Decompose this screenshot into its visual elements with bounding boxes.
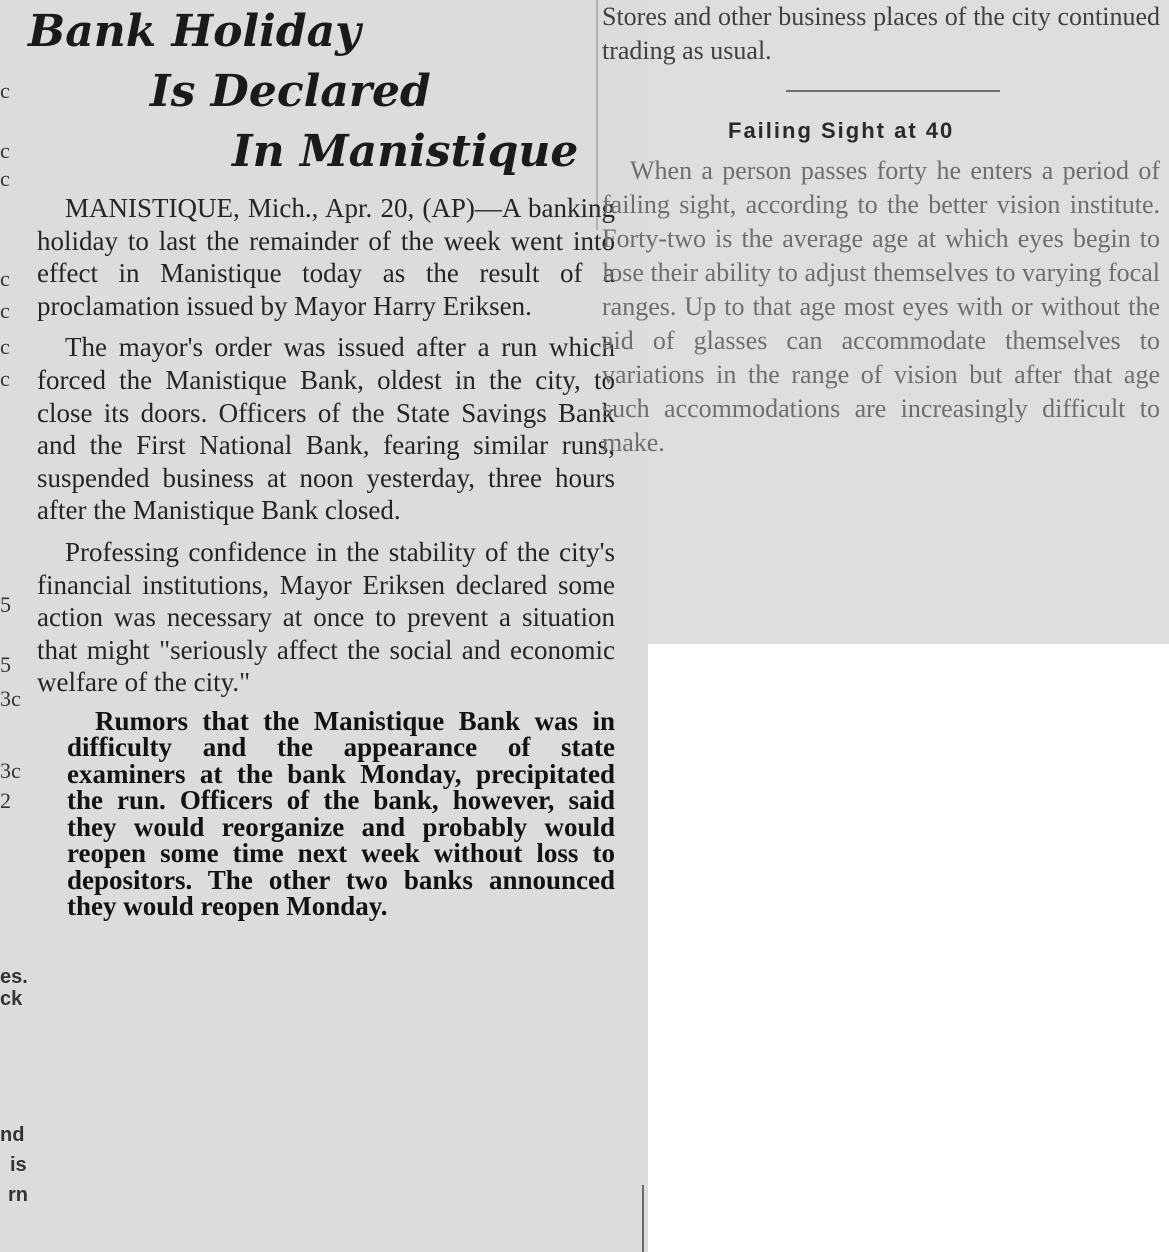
margin-fragment: c [0, 298, 10, 323]
margin-fragment: 3c [0, 686, 21, 711]
article-paragraph: Professing confidence in the stability of the city's financial institutions, Mayor Eriksen declared some action was necessary at once to prevent a situation that might "seriously affect the social and economic welfare of the city." [37, 536, 615, 698]
margin-fragment: 3c [0, 758, 21, 783]
column-edge-rule [642, 1185, 644, 1252]
margin-fragment: c [0, 78, 10, 103]
margin-fragment: c [0, 166, 10, 191]
margin-fragment: rn [8, 1184, 28, 1206]
separator-rule [786, 90, 1000, 92]
margin-fragment: 5 [0, 652, 11, 677]
continued-paragraph: Stores and other business places of the city continued trading as usual. [602, 2, 1160, 65]
headline-line: Is Declared [150, 66, 431, 117]
margin-fragment: c [0, 138, 10, 163]
item-paragraph: When a person passes forty he enters a period of failing sight, according to the better vision institute. Forty-two is the average age at which eyes begin to lose their ability to adjust themselves to varying focal ranges. Up to that age most eyes with or without the aid of glasses can accommodate themselves to variations in the range of vision but after that age such accommodations are increasingly difficult to make. [602, 156, 1160, 457]
headline-line: Bank Holiday [28, 6, 361, 57]
article-paragraph: MANISTIQUE, Mich., Apr. 20, (AP)—A banking holiday to last the remainder of the week went into effect in Manistique today as the result of a proclamation issued by Mayor Harry Eriksen. [37, 193, 615, 321]
margin-fragment: nd [0, 1124, 25, 1146]
margin-fragment: c [0, 366, 10, 391]
headline-line: In Manistique [232, 126, 579, 177]
margin-fragment: es. [0, 966, 28, 988]
margin-fragment: ck [0, 988, 23, 1010]
article-paragraph: The mayor's order was issued after a run which forced the Manistique Bank, oldest in the city, to close its doors. Officers of the State Savings Bank and the First National Bank, fearing similar runs, suspended business at noon yesterday, three hours after the Manistique Bank closed. [37, 332, 615, 526]
article-body [37, 192, 615, 929]
adjacent-column [602, 0, 1160, 460]
margin-fragment: 2 [0, 788, 11, 813]
article-paragraph: Rumors that the Manistique Bank was in difficulty and the appearance of state examiners at the bank Monday, precipitated the run. Officers of the bank, however, said they would reorganize and probably would reopen some time next week without loss to depositors. The other two banks announced they would reopen Monday. [67, 705, 615, 922]
item-subhead: Failing Sight at 40 [728, 118, 955, 143]
margin-fragment: c [0, 334, 10, 359]
margin-fragment: 5 [0, 592, 11, 617]
margin-fragment: is [10, 1154, 27, 1176]
margin-fragment: c [0, 266, 10, 291]
headline [0, 2, 596, 182]
